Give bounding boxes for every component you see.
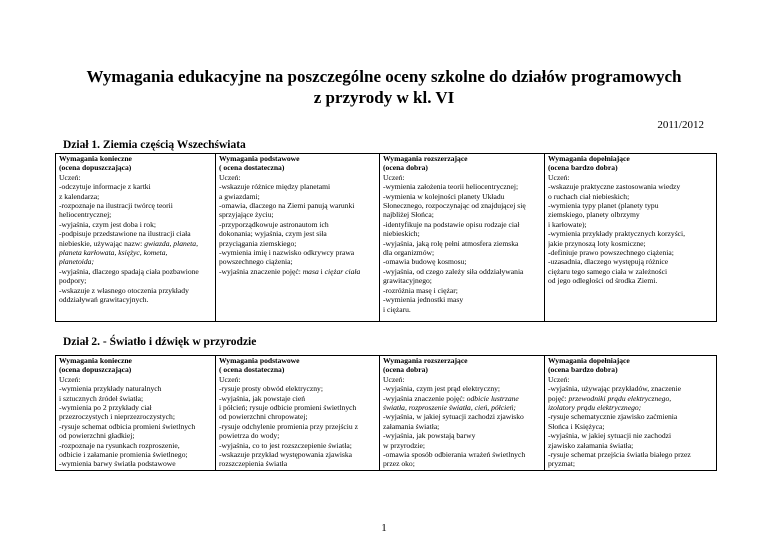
- requirement-line: -wymienia przykłady naturalnych: [59, 384, 162, 394]
- requirement-line: -wskazuje przykład występowania zjawiska: [219, 450, 353, 460]
- requirement-line: Uczeń:: [548, 374, 570, 384]
- requirement-line: od powierzchni gładkiej;: [59, 431, 135, 441]
- requirement-line: Uczeń:: [59, 172, 81, 182]
- requirement-line: niebieskie, używając nazw: gwiazda, planeta,: [59, 238, 198, 248]
- requirements-cell: [216, 375, 380, 471]
- requirements-cell: [56, 173, 216, 322]
- requirements-cell: [545, 375, 717, 471]
- requirement-line: Uczeń:: [383, 172, 405, 182]
- requirement-line: -identyfikuje na podstawie opisu rodzaje ciał: [383, 219, 520, 229]
- requirement-line: Uczeń:: [219, 374, 241, 384]
- column-header-dopelniajace: Wymagania dopełniające (ocena bardzo dobra): [545, 154, 717, 173]
- requirement-line: -rysuje schematycznie zjawisko zaćmienia: [548, 412, 678, 422]
- requirement-line: -wyjaśnia, od czego zależy siła oddziaływania: [383, 266, 524, 276]
- requirement-line: -omawia sposób odbierania wrażeń świetlnych: [383, 450, 526, 460]
- document-title-line2: z przyrody w kl. VI: [313, 88, 455, 107]
- requirements-table-1: [55, 153, 717, 322]
- requirement-line: Uczeń:: [219, 172, 241, 182]
- requirement-line: z kalendarza;: [59, 191, 100, 201]
- requirement-line: pryzmat;: [548, 459, 575, 469]
- requirement-line: a gwiazdami;: [219, 191, 260, 201]
- requirement-line: -omawia, dlaczego na Ziemi panują warunki: [219, 201, 355, 211]
- requirement-line: przyciągania ziemskiego;: [219, 238, 297, 248]
- requirement-line: od jego odległości od środka Ziemi.: [548, 276, 658, 286]
- requirement-line: o ruchach ciał niebieskich;: [548, 191, 630, 201]
- requirement-line: -wyjaśnia, czym jest prąd elektryczny;: [383, 384, 501, 394]
- requirement-line: -wyjaśnia, co to jest rozszczepienie światła;: [219, 440, 352, 450]
- requirement-line: dokonania; wyjaśnia, czym jest siła: [219, 229, 327, 239]
- requirement-line: załamania światła;: [383, 421, 440, 431]
- requirements-cell: [380, 375, 545, 471]
- requirement-line: -wymienia barwy światła podstawowe: [59, 459, 176, 469]
- requirement-line: i ciężaru.: [383, 304, 411, 314]
- requirement-line: -wymienia typy planet (planety typu: [548, 201, 659, 211]
- requirement-line: -wskazuje z własnego otoczenia przykłady: [59, 285, 189, 295]
- requirement-line: powietrza do wody;: [219, 431, 280, 441]
- requirements-cell: [56, 375, 216, 471]
- requirement-line: i sztucznych źródeł światła;: [59, 393, 144, 403]
- requirement-line: -wyjaśnia, używając przykładów, znaczenie: [548, 384, 681, 394]
- requirement-line: -odczytuje informacje z kartki: [59, 182, 151, 192]
- requirement-line: zjawisko załamania światła;: [548, 440, 634, 450]
- requirement-line: izolatory prądu elektrycznego;: [548, 403, 642, 413]
- requirement-line: jakie przynoszą loty kosmiczne;: [548, 238, 646, 248]
- requirement-line: heliocentrycznej;: [59, 210, 112, 220]
- requirement-line: od powierzchni chropowatej;: [219, 412, 308, 422]
- requirement-line: -wskazuje różnice między planetami: [219, 182, 331, 192]
- requirement-line: -wymienia przykłady praktycznych korzyści,: [548, 229, 686, 239]
- requirement-line: Uczeń:: [548, 172, 570, 182]
- requirement-line: -wyjaśnia, czym jest doba i rok;: [59, 219, 157, 229]
- requirement-line: przez oko;: [383, 459, 415, 469]
- requirement-line: podpory;: [59, 276, 87, 286]
- requirement-line: -rysuje prosty obwód elektryczny;: [219, 384, 323, 394]
- requirement-line: i półcień; rysuje odbicie promieni świetlnych: [219, 403, 357, 413]
- requirement-line: -wyjaśnia, jak powstaje cień: [219, 393, 306, 403]
- requirement-line: planeta karłowata, księżyc, kometa,: [59, 248, 168, 258]
- page-number: 1: [381, 522, 387, 534]
- requirement-line: ziemskiego, planety olbrzymy: [548, 210, 640, 220]
- column-header-konieczne: Wymagania konieczne (ocena dopuszczająca): [56, 356, 216, 375]
- requirements-table-2: [55, 355, 717, 471]
- requirement-line: najbliżej Słońca;: [383, 210, 434, 220]
- requirement-line: i karłowate);: [548, 219, 587, 229]
- section-heading-2: Dział 2. - Światło i dźwięk w przyrodzie: [63, 336, 257, 348]
- requirement-line: -wyjaśnia, w jakiej sytuacji zachodzi zjawisko: [383, 412, 524, 422]
- requirement-line: -wymienia w kolejności planety Układu: [383, 191, 505, 201]
- requirement-line: -podpisuje przedstawione na ilustracji ciała: [59, 229, 191, 239]
- requirement-line: Słonecznego, rozpoczynając od znajdującej się: [383, 201, 526, 211]
- requirement-line: -rysuje odchylenie promienia przy przejściu z: [219, 421, 358, 431]
- column-header-rozszerzajace: Wymagania rozszerzające (ocena dobra): [380, 154, 545, 173]
- section-heading-1: Dział 1. Ziemia częścią Wszechświata: [63, 139, 246, 151]
- column-header-podstawowe: Wymagania podstawowe ( ocena dostateczna): [216, 154, 380, 173]
- school-year: 2011/2012: [657, 119, 704, 131]
- requirements-cell: [216, 173, 380, 322]
- requirement-line: w przyrodzie;: [383, 440, 425, 450]
- requirement-line: światła, rozproszenie światła, cień, półcień;: [383, 403, 516, 413]
- column-header-konieczne: Wymagania konieczne (ocena dopuszczająca): [56, 154, 216, 173]
- requirement-line: -wyjaśnia, w jakiej sytuacji nie zachodzi: [548, 431, 672, 441]
- requirements-cell: [545, 173, 717, 322]
- requirement-line: -wymienia jednostki masy: [383, 295, 464, 305]
- requirement-line: -wymienia założenia teorii heliocentrycznej;: [383, 182, 519, 192]
- requirement-line: -wyjaśnia znaczenie pojęć: masa i ciężar ciała: [219, 266, 361, 276]
- requirement-line: Słońca i Księżyca;: [548, 421, 605, 431]
- requirements-cell: [380, 173, 545, 322]
- requirement-line: powszechnego ciążenia;: [219, 257, 293, 267]
- requirement-line: -rysuje schemat przejścia światła białego przez: [548, 450, 691, 460]
- requirement-line: rozszczepienia światła: [219, 459, 288, 469]
- requirement-line: -rysuje schemat odbicia promieni świetlnych: [59, 421, 196, 431]
- requirement-line: -wyjaśnia znaczenie pojęć: odbicie lustrzane: [383, 393, 519, 403]
- requirement-line: -omawia budowę kosmosu;: [383, 257, 467, 267]
- requirement-line: pojęć: przewodniki prądu elektrycznego,: [548, 393, 672, 403]
- column-header-podstawowe: Wymagania podstawowe ( ocena dostateczna): [216, 356, 380, 375]
- requirement-line: odbicie i załamanie promienia świetlnego;: [59, 450, 188, 460]
- requirement-line: -definiuje prawo powszechnego ciążenia;: [548, 248, 674, 258]
- requirement-line: -przyporządkowuje astronautom ich: [219, 219, 329, 229]
- requirement-line: -wyjaśnia, jaką rolę pełni atmosfera ziemska: [383, 238, 519, 248]
- requirement-line: Uczeń:: [59, 374, 81, 384]
- column-header-dopelniajace: Wymagania dopełniające (ocena bardzo dobra): [545, 356, 717, 375]
- requirement-line: przezroczystych i nieprzezroczystych;: [59, 412, 175, 422]
- requirement-line: oddziaływań grawitacyjnych.: [59, 295, 149, 305]
- requirement-line: -rozróżnia masę i ciężar;: [383, 285, 458, 295]
- requirement-line: niebieskich;: [383, 229, 420, 239]
- requirement-line: sprzyjające życiu;: [219, 210, 274, 220]
- requirement-line: grawitacyjnego;: [383, 276, 432, 286]
- requirement-line: -rozpoznaje na rysunkach rozproszenie,: [59, 440, 180, 450]
- requirement-line: -wymienia po 2 przykłady ciał: [59, 403, 152, 413]
- document-title-line1: Wymagania edukacyjne na poszczególne oceny szkolne do działów programowych: [86, 67, 682, 86]
- requirement-line: -rozpoznaje na ilustracji twórcę teorii: [59, 201, 173, 211]
- requirement-line: -wyjaśnia, jak powstają barwy: [383, 431, 476, 441]
- requirement-line: -wskazuje praktyczne zastosowania wiedzy: [548, 182, 681, 192]
- requirement-line: planetoida;: [59, 257, 95, 267]
- requirement-line: ciężaru tego samego ciała w zależności: [548, 266, 668, 276]
- requirement-line: -wyjaśnia, dlaczego spadają ciała pozbawione: [59, 266, 199, 276]
- requirement-line: Uczeń:: [383, 374, 405, 384]
- requirement-line: -uzasadnia, dlaczego występują różnice: [548, 257, 669, 267]
- column-header-rozszerzajace: Wymagania rozszerzające (ocena dobra): [380, 356, 545, 375]
- requirement-line: -wymienia imię i nazwisko odkrywcy prawa: [219, 248, 355, 258]
- requirement-line: dla organizmów;: [383, 248, 435, 258]
